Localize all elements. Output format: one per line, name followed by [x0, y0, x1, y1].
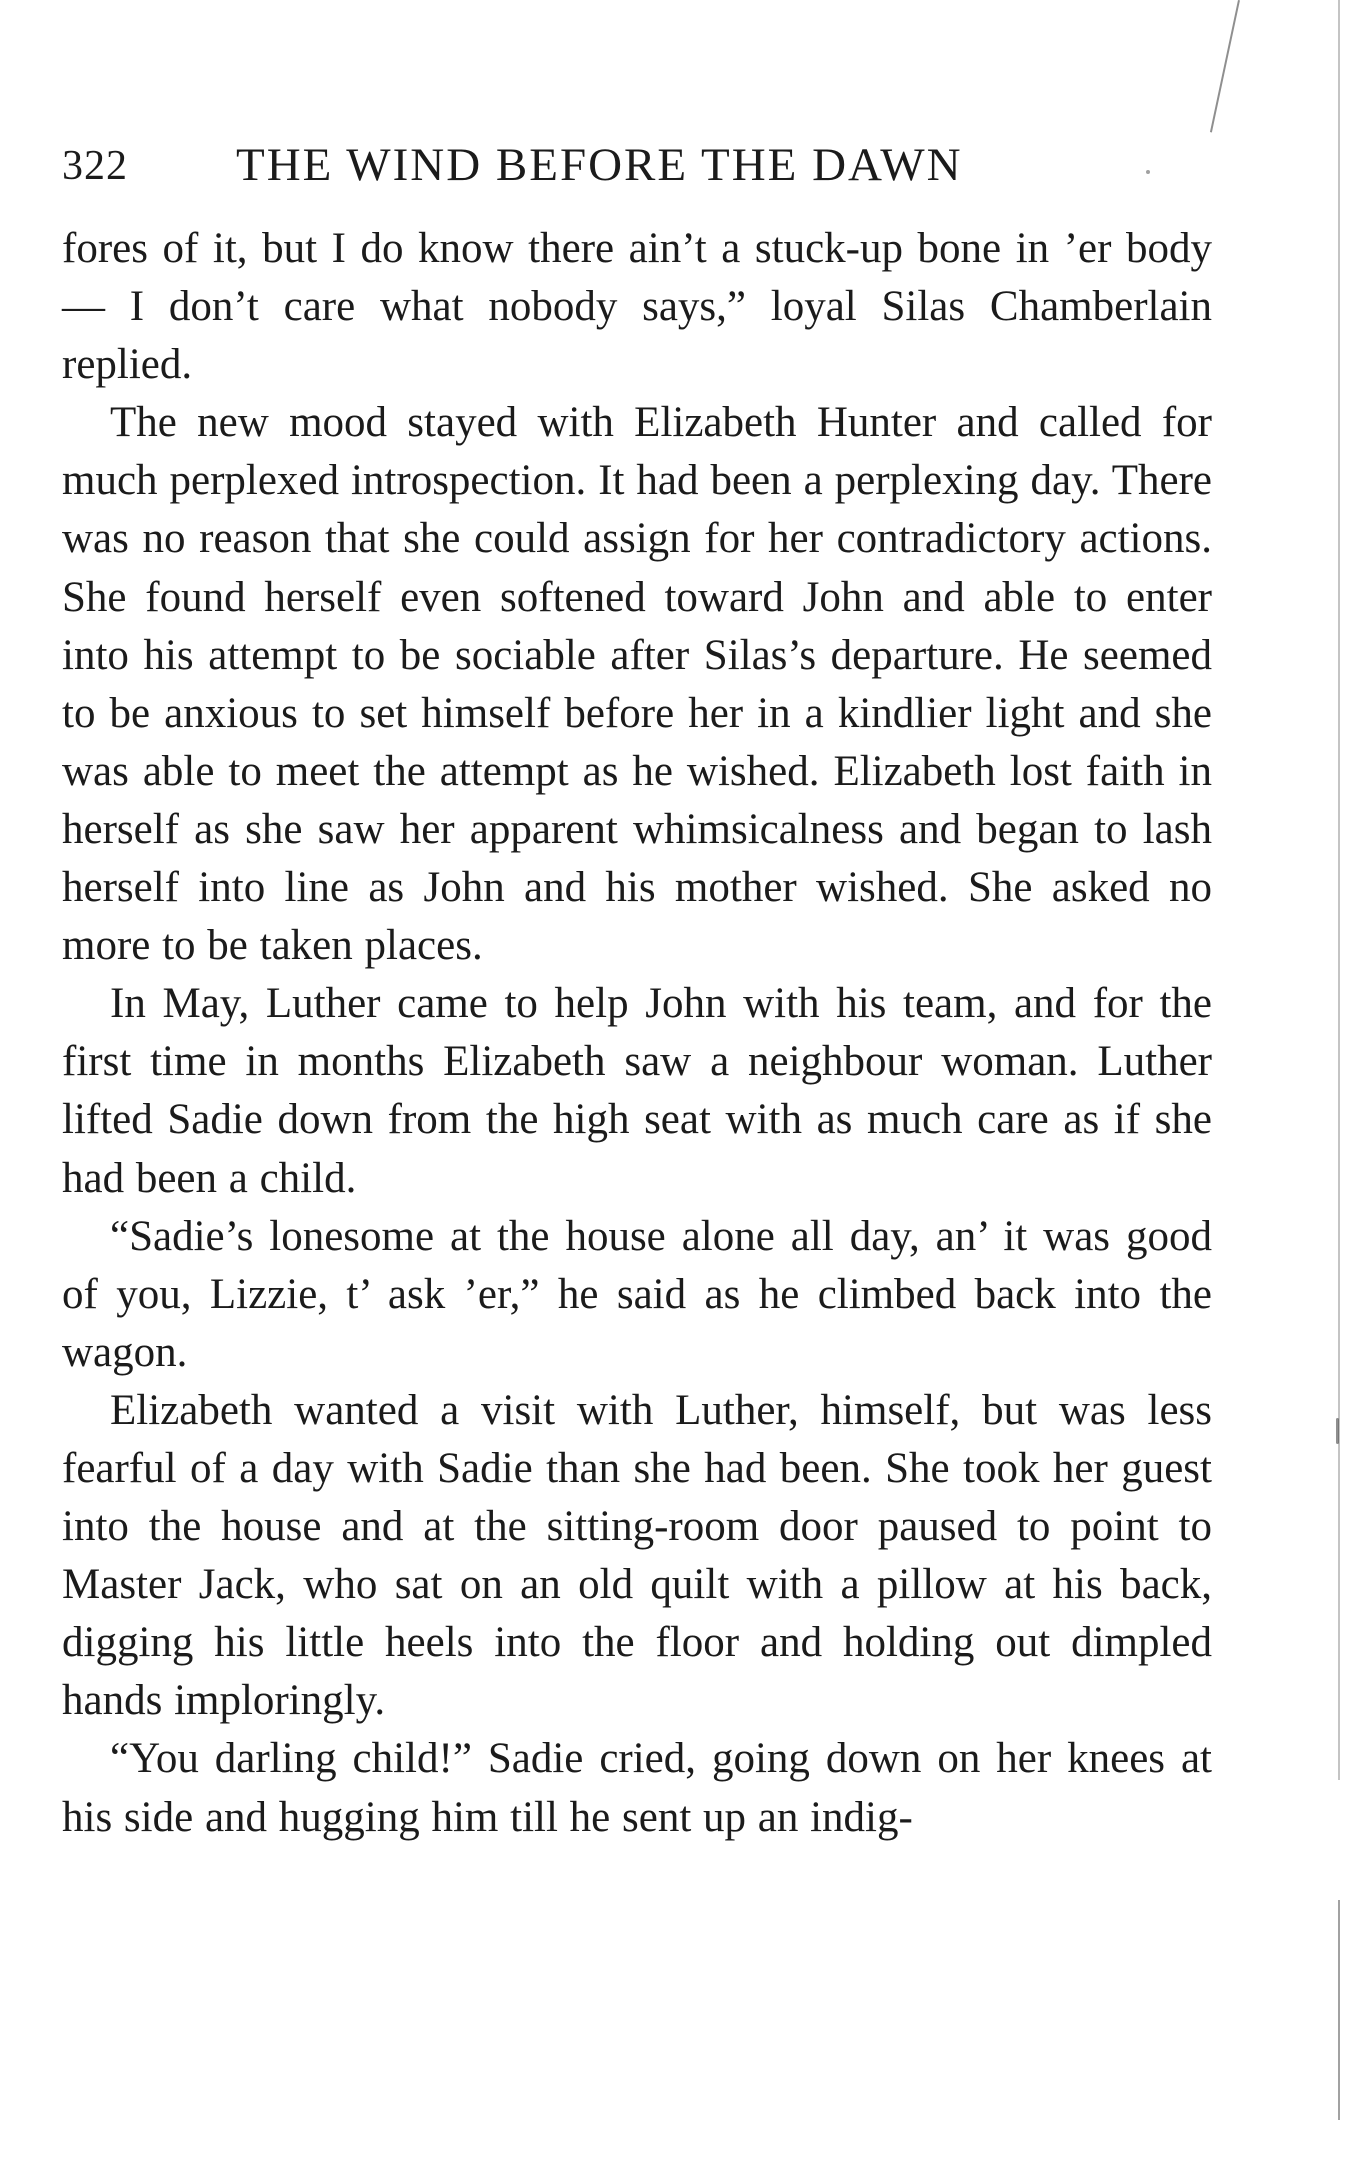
page-header	[62, 138, 1212, 198]
scan-bracket-mark	[1336, 1418, 1339, 1444]
paragraph-3: In May, Luther came to help John with his team, and for the first time in months Elizabeth saw a neighbour woman. Luther lifted Sadie down from the high seat with as much care as if she had been a child.	[62, 980, 1212, 1202]
running-title: THE WIND BEFORE THE DAWN	[236, 139, 963, 191]
paragraph-1: fores of it, but I do know there ain’t a stuck-up bone in ’er body — I don’t care what nobody says,” loyal Silas Chamberlain replied.	[62, 225, 1212, 389]
page-number: 322	[62, 143, 128, 189]
paragraph-5: Elizabeth wanted a visit with Luther, himself, but was less fearful of a day with Sadie than she had been. She took her guest into the house and at the sitting-room door paused to point to Master Jack, who sat on an old quilt with a pillow at his back, digging his little heels into the floor and holding out dimpled hands imploringly.	[62, 1386, 1212, 1725]
body-text	[62, 220, 1212, 1847]
paragraph-4: “Sadie’s lonesome at the house alone all day, an’ it was good of you, Lizzie, t’ ask ’er,” he said as he climbed back into the wagon.	[62, 1212, 1212, 1376]
paragraph-2: The new mood stayed with Elizabeth Hunter and called for much perplexed introspection. It had been a perplexing day. There was no reason that she could assign for her contradictory actions. She found herself even softened toward John and able to enter into his attempt to be sociable after Silas’s departure. He seemed to be anxious to set himself before her in a kindlier light and she was able to meet the attempt as he wished. Elizabeth lost faith in herself as she saw her apparent whimsicalness and began to lash herself into line as John and his mother wished. She asked no more to be taken places.	[62, 399, 1212, 970]
scan-edge-line	[1338, 0, 1340, 1780]
scan-edge-line	[1338, 1900, 1340, 2120]
scan-dot-mark	[1146, 170, 1150, 174]
paragraph-6: “You darling child!” Sadie cried, going down on her knees at his side and hugging him till he sent up an indig-	[62, 1735, 1212, 1841]
scan-stroke-mark	[1210, 0, 1240, 132]
